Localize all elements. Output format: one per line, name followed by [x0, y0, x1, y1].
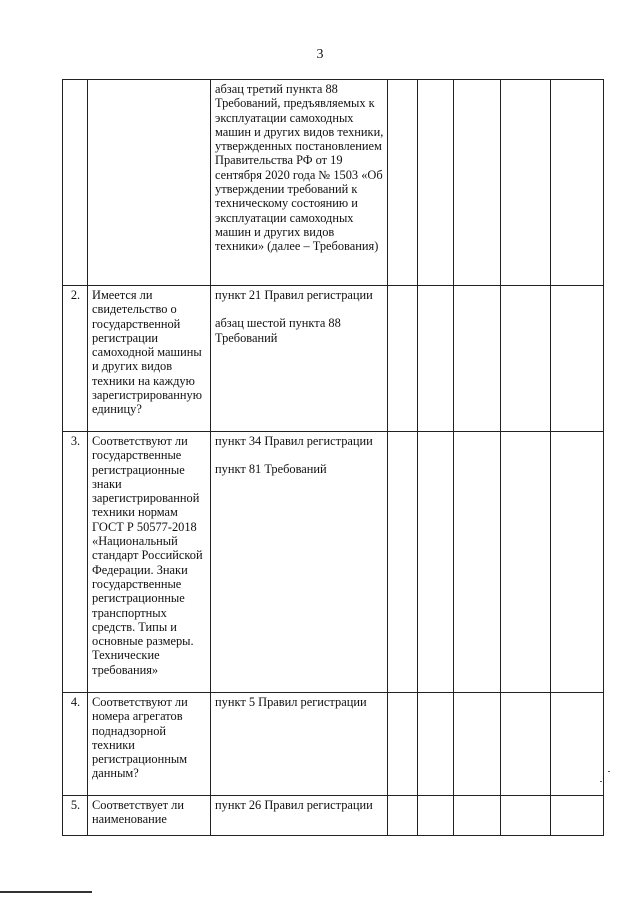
answer-yes-cell [388, 432, 418, 693]
scan-artifact [600, 781, 602, 782]
remarks-cell [551, 80, 604, 286]
page-number: 3 [316, 47, 324, 62]
notes-cell [501, 432, 551, 693]
checklist-table [62, 79, 604, 836]
remarks-cell [551, 693, 604, 796]
question-cell: Соответствует ли наименование [88, 796, 211, 836]
not-applicable-cell [454, 432, 501, 693]
not-applicable-cell [454, 693, 501, 796]
legal-reference: пункт 81 Требований [215, 462, 327, 477]
notes-cell [501, 796, 551, 836]
answer-no-cell [418, 286, 454, 432]
table-row [63, 796, 604, 836]
not-applicable-cell [454, 796, 501, 836]
answer-yes-cell [388, 286, 418, 432]
legal-reference: пункт 34 Правил регистрации [215, 434, 373, 448]
row-number: 2. [63, 286, 88, 432]
notes-cell [501, 693, 551, 796]
notes-cell [501, 80, 551, 286]
legal-reference-cell [211, 80, 388, 286]
table-row [63, 286, 604, 432]
legal-reference: пункт 21 Правил регистрации [215, 288, 373, 302]
legal-reference: абзац шестой пункта 88 Требований [215, 316, 341, 345]
table-row [63, 80, 604, 286]
question-cell: Соответствуют ли номера агрегатов поднадзорной техники регистрационным данным? [88, 693, 211, 796]
legal-reference: пункт 5 Правил регистрации [215, 695, 367, 709]
answer-no-cell [418, 796, 454, 836]
remarks-cell [551, 286, 604, 432]
answer-no-cell [418, 693, 454, 796]
answer-yes-cell [388, 80, 418, 286]
legal-reference-cell [211, 432, 388, 693]
answer-no-cell [418, 432, 454, 693]
notes-cell [501, 286, 551, 432]
remarks-cell [551, 432, 604, 693]
legal-reference: пункт 26 Правил регистрации [215, 798, 373, 812]
not-applicable-cell [454, 286, 501, 432]
row-number [63, 80, 88, 286]
legal-reference-cell [211, 286, 388, 432]
question-cell [88, 80, 211, 286]
table-row [63, 432, 604, 693]
row-number: 5. [63, 796, 88, 836]
table-row [63, 693, 604, 796]
question-cell: Имеется ли свидетельство о государственной регистрации самоходной машины и других видов техники на каждую зарегистрированную единицу? [88, 286, 211, 432]
scan-artifact [608, 771, 610, 772]
legal-reference-cell [211, 693, 388, 796]
scan-edge-line [0, 891, 92, 893]
not-applicable-cell [454, 80, 501, 286]
row-number: 4. [63, 693, 88, 796]
answer-yes-cell [388, 693, 418, 796]
question-cell: Соответствуют ли государственные регистрационные знаки зарегистрированной техники нормам ГОСТ Р 50577-2018 «Национальный стандарт Российской Федерации. Знаки государственные регистрационные транспортных средств. Типы и основные размеры. Технические требования» [88, 432, 211, 693]
row-number: 3. [63, 432, 88, 693]
answer-yes-cell [388, 796, 418, 836]
answer-no-cell [418, 80, 454, 286]
legal-reference-cell [211, 796, 388, 836]
remarks-cell [551, 796, 604, 836]
legal-reference: абзац третий пункта 88 Требований, предъявляемых к эксплуатации самоходных машин и других видов техники, утвержденных постановлением Правительства РФ от 19 сентября 2020 года № 1503 «Об утверждении требований к техническому состоянию и эксплуатации самоходных машин и других видов техники» (далее – Требования) [215, 82, 384, 254]
